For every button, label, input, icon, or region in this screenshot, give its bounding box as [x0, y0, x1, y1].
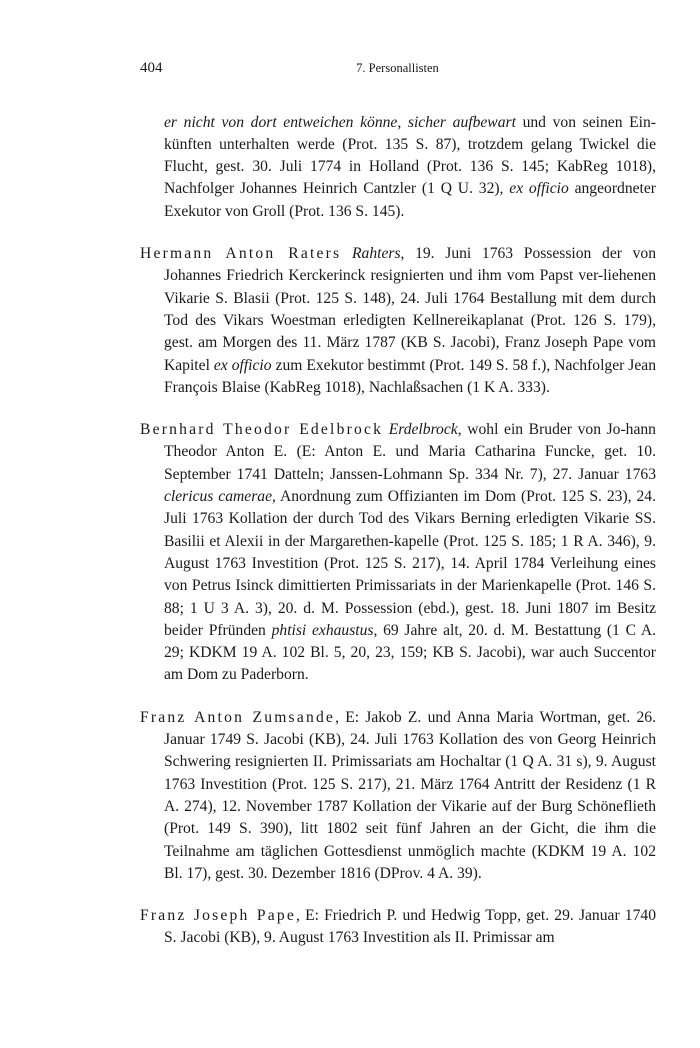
entry-text: Rahters, 19. Juni 1763 Possession der von Johannes Friedrich Kerckerinck resignierten und ihm vom Papst ver-liehenen Vikarie S. Blasii (Prot. 125 S. 148), 24. Juli 1764 Bestallung mit dem durch Tod des Vikars Woestman erledigten Kellnereikaplanat (Prot. 126 S. 179), gest. am Morgen des 11. März 1787 (KB S. Jacobi), Franz Joseph Pape vom Kapitel ex officio zum Exekutor bestimmt (Prot. 149 S. 58 f.), Nachfolger Jean François Blaise (KabReg 1018), Nachlaßsachen (1 K A. 333). — [164, 245, 657, 396]
entry-bernhard-theodor-edelbrock — [140, 419, 656, 687]
entry-list — [140, 96, 656, 970]
entry-continuation — [140, 112, 656, 223]
variant-italic: phtisi exhaustus — [271, 621, 374, 639]
page-header — [140, 60, 655, 80]
entry-franz-joseph-pape — [140, 905, 656, 950]
entry-text: , E: Friedrich P. und Hedwig Topp, get. 29. Januar 1740 S. Jacobi (KB), 9. August 1763 Investition als II. Primissar am — [164, 907, 656, 947]
page-number: 404 — [140, 60, 163, 76]
entry-name: Hermann Anton Raters — [140, 245, 342, 263]
entry-text: Erdelbrock, wohl ein Bruder von Jo-hann Theodor Anton E. (E: Anton E. und Maria Catharina Funcke, get. 10. September 1741 Datteln; Janssen-Lohmann Sp. 334 Nr. 7), 27. Januar 1763 clericus camerae, Anordnung zum Offizianten im Dom (Prot. 125 S. 23), 24. Juli 1763 Kollation der durch Tod des Vikars Berning erledigten Vikarie SS. Basilii et Alexii in der Margarethen-kapelle (Prot. 125 S. 185; 1 R A. 346), 9. August 1763 Investition (Prot. 125 S. 217), 14. April 1784 Verleihung eines von Petrus Isinck dimittierten Primissariats in der Marienkapelle (Prot. 146 S. 88; 1 U 3 A. 3), 20. d. M. Possession (ebd.), gest. 18. Juni 1807 im Besitz beider Pfründen phtisi exhaustus, 69 Jahre alt, 20. d. M. Bestattung (1 C A. 29; KDKM 19 A. 102 Bl. 5, 20, 23, 159; KB S. Jacobi), war auch Succentor am Dom zu Paderborn. — [164, 421, 656, 684]
entry-name: Franz Anton Zumsande — [140, 708, 336, 726]
entry-hermann-anton-raters — [140, 243, 656, 399]
entry-name: Bernhard Theodor Edelbrock — [140, 421, 384, 439]
variant-italic: ex officio — [213, 356, 272, 374]
variant-italic: Rahters — [352, 245, 401, 263]
entry-text: er nicht von dort entweichen könne, sicher aufbewart und von seinen Ein-künften unterhalten werde (Prot. 135 S. 87), trotzdem gelang Twickel die Flucht, gest. 30. Juli 1774 in Holland (Prot. 136 S. 145; KabReg 1018), Nachfolger Johannes Heinrich Cantzler (1 Q U. 32), ex officio angeordneter Exekutor von Groll (Prot. 136 S. 145). — [164, 113, 656, 220]
variant-italic: ex officio — [509, 180, 569, 198]
variant-italic: clericus camerae — [164, 488, 272, 506]
variant-italic: Erdelbrock — [388, 421, 458, 439]
entry-text: , E: Jakob Z. und Anna Maria Wortman, get. 26. Januar 1749 S. Jacobi (KB), 24. Juli 1763 Kollation des von Georg Heinrich Schwering resignierten II. Primissariats am Hochaltar (1 Q A. 31 s), 9. August 1763 Investition (Prot. 125 S. 217), 21. März 1764 Antritt der Residenz (1 R A. 274), 12. November 1787 Kollation der Vikarie auf der Burg Schöneflieth (Prot. 149 S. 390), litt 1802 seit fünf Jahren an der Gicht, die ihm die Teilnahme am täglichen Gottesdienst unmöglich machte (KDKM 19 A. 102 Bl. 17), gest. 30. Dezember 1816 (DProv. 4 A. 39). — [164, 708, 656, 882]
variant-italic: er nicht von dort entweichen könne, sicher aufbewart — [164, 113, 516, 131]
entry-franz-anton-zumsande — [140, 707, 656, 885]
entry-name: Franz Joseph Pape — [140, 907, 297, 925]
running-head: 7. Personallisten — [356, 61, 439, 75]
